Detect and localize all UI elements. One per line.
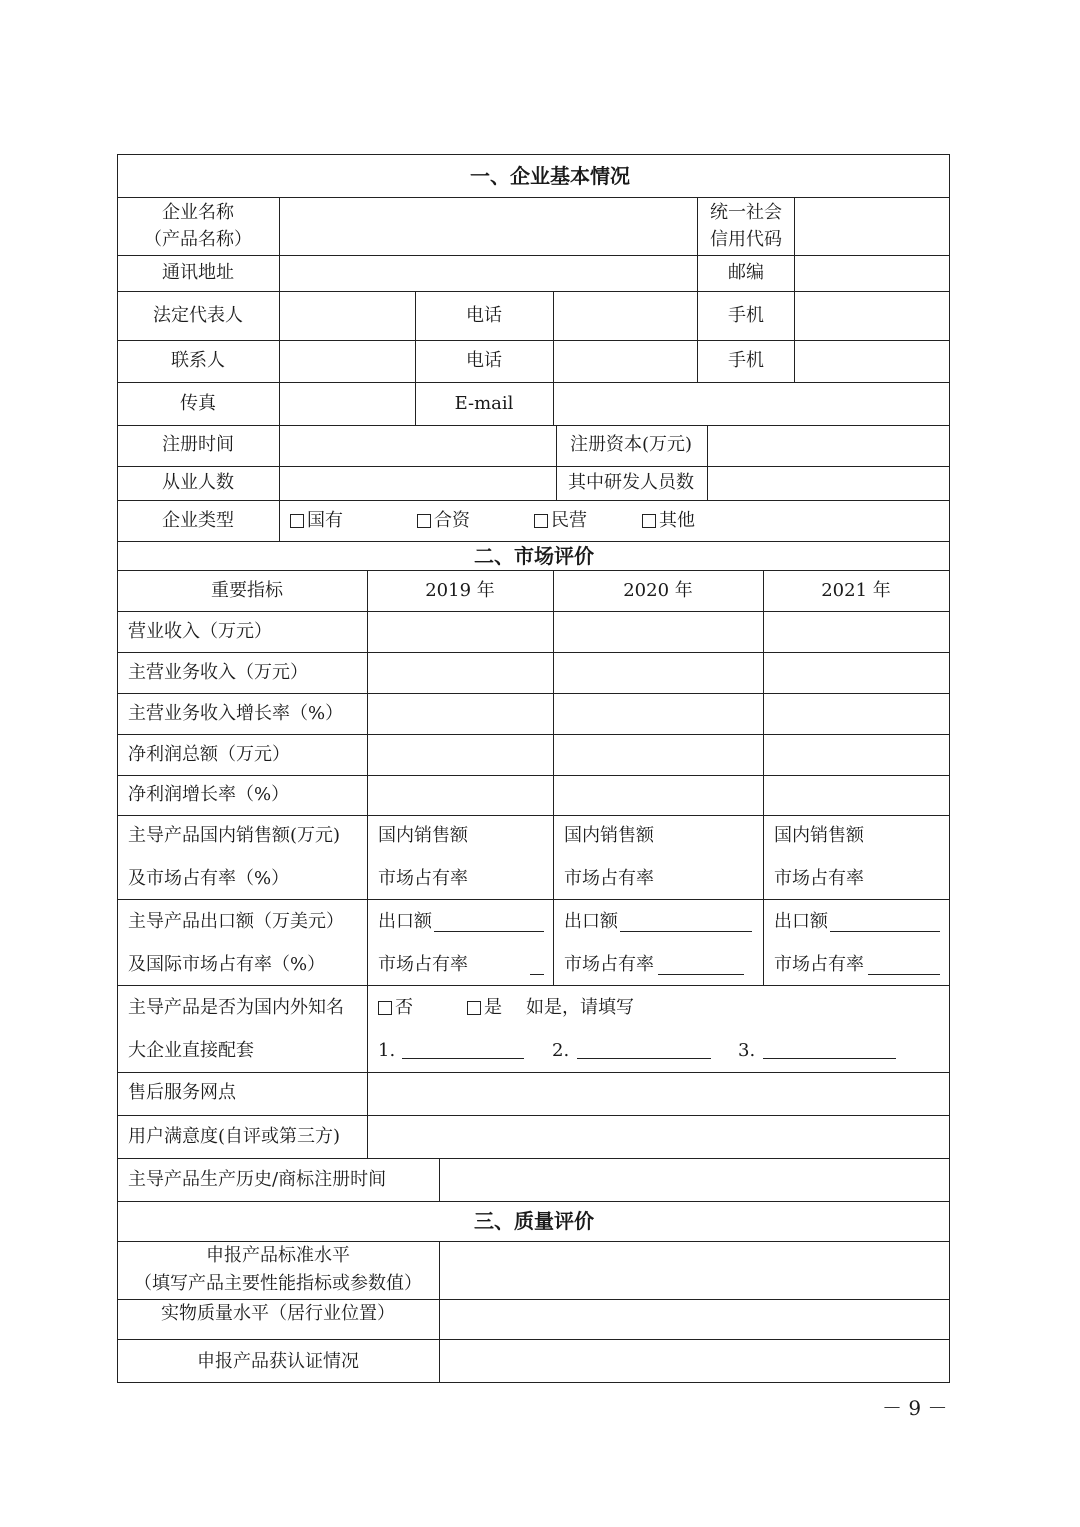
company-name-field[interactable] <box>280 198 696 254</box>
rd-staff-label: 其中研发人员数 <box>568 472 694 493</box>
supplier-field-3[interactable] <box>763 1058 896 1059</box>
cell-revenue-2020[interactable] <box>554 612 762 652</box>
export-amount-2021-line[interactable] <box>830 931 940 932</box>
row-label-net-profit-growth: 净利润增长率（%） <box>128 784 290 805</box>
cell-growth-2019[interactable] <box>368 694 552 734</box>
cell-net-profit-2020[interactable] <box>554 735 762 775</box>
product-name-label: （产品名称） <box>144 229 252 250</box>
supplier-number-2: 2. <box>552 1040 570 1061</box>
supplier-field-2[interactable] <box>577 1058 711 1059</box>
standard-level-note: （填写产品主要性能指标或参数值） <box>134 1273 422 1294</box>
contact-phone-field[interactable] <box>554 341 696 381</box>
row-label-main-revenue-growth: 主营业务收入增长率（%） <box>128 703 344 724</box>
legal-phone-label: 电话 <box>466 305 502 326</box>
fax-label: 传真 <box>180 393 216 414</box>
cell-growth-2021[interactable] <box>764 694 949 734</box>
supplier-number-1: 1. <box>378 1040 396 1061</box>
col-divider <box>556 425 557 500</box>
intl-share-label: 及国际市场占有率（%） <box>128 954 326 975</box>
reg-capital-label: 注册资本(万元) <box>569 434 693 455</box>
standard-level-label: 申报产品标准水平 <box>206 1245 350 1266</box>
intl-share-2020-label: 市场占有率 <box>564 954 654 975</box>
employees-label: 从业人数 <box>162 472 234 493</box>
row-label-revenue: 营业收入（万元） <box>128 621 272 642</box>
fax-field[interactable] <box>280 383 414 424</box>
rd-staff-field[interactable] <box>708 467 949 499</box>
export-amount-2019-label: 出口额 <box>378 911 432 932</box>
cell-profit-growth-2021[interactable] <box>764 776 949 815</box>
postcode-label: 邮编 <box>728 262 764 283</box>
section-title-market: 二、市场评价 <box>474 544 594 568</box>
intl-share-2019-label: 市场占有率 <box>378 954 468 975</box>
row-label-main-revenue: 主营业务收入（万元） <box>128 662 308 683</box>
row-divider <box>117 1201 950 1202</box>
contact-label: 联系人 <box>171 350 225 371</box>
export-amount-label: 主导产品出口额（万美元） <box>128 911 344 932</box>
cell-revenue-2021[interactable] <box>764 612 949 652</box>
cell-main-revenue-2021[interactable] <box>764 653 949 693</box>
domestic-sales-label: 主导产品国内销售额(万元) <box>128 825 341 846</box>
service-points-field[interactable] <box>368 1073 949 1114</box>
credit-code-label-2: 信用代码 <box>710 229 782 250</box>
intl-share-2020-line[interactable] <box>658 974 744 975</box>
checkbox-icon[interactable] <box>378 1001 392 1015</box>
credit-code-label: 统一社会 <box>710 202 782 223</box>
contact-field[interactable] <box>280 341 414 381</box>
satisfaction-field[interactable] <box>368 1116 949 1157</box>
legal-phone-field[interactable] <box>554 292 696 339</box>
company-type-label: 企业类型 <box>162 510 234 531</box>
type-option-joint[interactable]: 合资 <box>417 510 470 532</box>
row-divider <box>117 815 950 816</box>
email-field[interactable] <box>554 383 949 424</box>
cell-net-profit-2019[interactable] <box>368 735 552 775</box>
production-history-label: 主导产品生产历史/商标注册时间 <box>128 1169 387 1190</box>
production-history-field[interactable] <box>440 1159 949 1200</box>
export-amount-2020-line[interactable] <box>620 931 752 932</box>
intl-share-2019-line[interactable] <box>530 974 544 975</box>
checkbox-icon[interactable] <box>534 514 548 528</box>
certification-label: 申报产品获认证情况 <box>197 1351 359 1372</box>
matching-option-no[interactable]: 否 <box>378 997 413 1019</box>
credit-code-field[interactable] <box>795 198 949 254</box>
market-share-2020: 市场占有率 <box>564 868 654 889</box>
service-points-label: 售后服务网点 <box>128 1082 236 1103</box>
checkbox-icon[interactable] <box>290 514 304 528</box>
row-divider <box>117 899 950 900</box>
cell-growth-2020[interactable] <box>554 694 762 734</box>
contact-phone-label: 电话 <box>466 350 502 371</box>
checkbox-icon[interactable] <box>467 1001 481 1015</box>
physical-quality-field[interactable] <box>440 1300 949 1338</box>
year-header-2020: 2020 年 <box>623 580 693 601</box>
matching-label: 主导产品是否为国内外知名 <box>128 997 344 1018</box>
postcode-field[interactable] <box>795 256 949 290</box>
certification-field[interactable] <box>440 1340 949 1382</box>
domestic-sales-2019: 国内销售额 <box>378 825 468 846</box>
reg-time-field[interactable] <box>280 426 555 465</box>
export-amount-2020-label: 出口额 <box>564 911 618 932</box>
address-field[interactable] <box>280 256 696 290</box>
reg-capital-field[interactable] <box>708 426 949 465</box>
checkbox-icon[interactable] <box>417 514 431 528</box>
domestic-sales-2021: 国内销售额 <box>774 825 864 846</box>
market-share-2019: 市场占有率 <box>378 868 468 889</box>
legal-mobile-field[interactable] <box>795 292 949 339</box>
intl-share-2021-label: 市场占有率 <box>774 954 864 975</box>
section-title-basic-info: 一、企业基本情况 <box>470 164 630 188</box>
checkbox-icon[interactable] <box>642 514 656 528</box>
satisfaction-label: 用户满意度(自评或第三方) <box>128 1126 341 1147</box>
section-title-quality: 三、质量评价 <box>474 1209 594 1233</box>
cell-net-profit-2021[interactable] <box>764 735 949 775</box>
legal-rep-label: 法定代表人 <box>153 305 243 326</box>
supplier-number-3: 3. <box>738 1040 756 1061</box>
company-name-label: 企业名称 <box>162 202 234 223</box>
cell-revenue-2019[interactable] <box>368 612 552 652</box>
employees-field[interactable] <box>280 467 555 499</box>
type-option-private[interactable]: 民营 <box>534 510 587 532</box>
domestic-share-label: 及市场占有率（%） <box>128 868 290 889</box>
domestic-sales-2020: 国内销售额 <box>564 825 654 846</box>
col-divider <box>415 291 416 425</box>
cell-main-revenue-2019[interactable] <box>368 653 552 693</box>
email-label: E-mail <box>454 393 514 414</box>
cell-main-revenue-2020[interactable] <box>554 653 762 693</box>
col-divider <box>697 197 698 382</box>
if-yes-note: 如是，请填写 <box>526 997 634 1018</box>
row-divider <box>117 500 950 501</box>
type-option-other[interactable]: 其他 <box>642 510 695 532</box>
matching-label-2: 大企业直接配套 <box>128 1040 254 1061</box>
type-option-state[interactable]: 国有 <box>290 510 343 532</box>
market-share-2021: 市场占有率 <box>774 868 864 889</box>
legal-mobile-label: 手机 <box>728 305 764 326</box>
cell-profit-growth-2020[interactable] <box>554 776 762 815</box>
row-label-net-profit: 净利润总额（万元） <box>128 744 290 765</box>
cell-profit-growth-2019[interactable] <box>368 776 552 815</box>
row-divider <box>117 985 950 986</box>
year-header-2021: 2021 年 <box>821 580 891 601</box>
page-number: － 9 － <box>882 1396 948 1420</box>
export-amount-2021-label: 出口额 <box>774 911 828 932</box>
matching-option-yes[interactable]: 是 <box>467 997 502 1019</box>
contact-mobile-field[interactable] <box>795 341 949 381</box>
export-amount-2019-line[interactable] <box>434 931 544 932</box>
row-divider <box>117 541 950 542</box>
row-divider <box>117 570 950 571</box>
contact-mobile-label: 手机 <box>728 350 764 371</box>
intl-share-2021-line[interactable] <box>868 974 940 975</box>
year-header-2019: 2019 年 <box>425 580 495 601</box>
reg-time-label: 注册时间 <box>162 434 234 455</box>
address-label: 通讯地址 <box>162 262 234 283</box>
indicator-header: 重要指标 <box>211 580 283 601</box>
supplier-field-1[interactable] <box>402 1058 524 1059</box>
physical-quality-label: 实物质量水平（居行业位置） <box>161 1303 395 1324</box>
standard-level-field[interactable] <box>440 1242 949 1298</box>
legal-rep-field[interactable] <box>280 292 414 339</box>
